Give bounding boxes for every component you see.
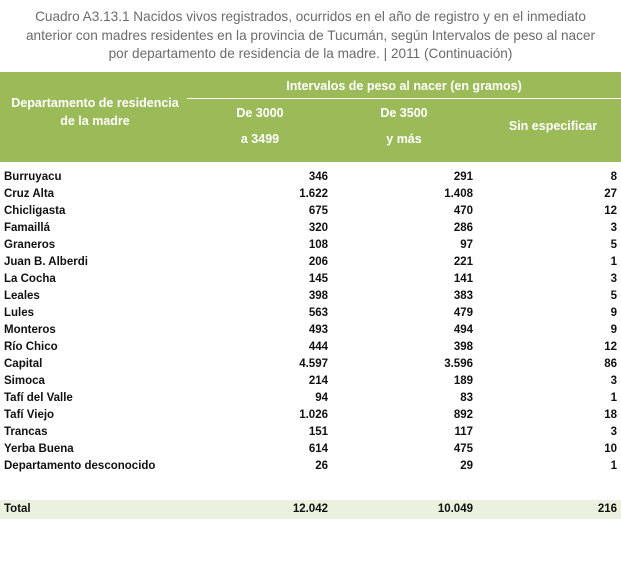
table-row [0, 255, 621, 272]
department-cell: Simoca [4, 375, 45, 387]
department-cell: Monteros [4, 324, 56, 336]
table-row [0, 170, 621, 187]
total-label: Total [4, 503, 31, 515]
col1-cell: 206 [308, 256, 328, 268]
col1-cell: 214 [308, 375, 328, 387]
total-col1: 12.042 [292, 503, 328, 515]
department-cell: Río Chico [4, 341, 58, 353]
department-cell: Cruz Alta [4, 188, 55, 200]
col2-cell: 141 [453, 273, 473, 285]
table-row [0, 391, 621, 408]
table-row [0, 204, 621, 221]
col3-cell: 3 [610, 273, 617, 285]
col1-cell: 563 [308, 307, 328, 319]
col2-cell: 29 [460, 460, 473, 472]
col1-cell: 320 [308, 222, 328, 234]
header-col3: Sin especificar [508, 119, 598, 133]
total-col3: 216 [597, 503, 617, 515]
table-row [0, 442, 621, 459]
col2-cell: 494 [453, 324, 473, 336]
col3-cell: 3 [610, 222, 617, 234]
col2-cell: 117 [454, 426, 473, 438]
col3-cell: 5 [610, 239, 617, 251]
col3-cell: 10 [604, 443, 617, 455]
col3-cell: 3 [610, 375, 617, 387]
table-title [0, 8, 621, 64]
table-row [0, 374, 621, 391]
table-row [0, 187, 621, 204]
table-row [0, 221, 621, 238]
col3-cell: 8 [610, 171, 617, 183]
table-row [0, 306, 621, 323]
col2-cell: 383 [453, 290, 473, 302]
col3-cell: 18 [604, 409, 617, 421]
title-line-1: Cuadro A3.13.1 Nacidos vivos registrados, ocurridos en el año de registro y en el inmediato [35, 9, 586, 24]
table-row [0, 272, 621, 289]
col1-cell: 346 [308, 171, 328, 183]
col3-cell: 27 [604, 188, 617, 200]
table-row [0, 357, 621, 374]
table-header [0, 72, 621, 162]
department-cell: Leales [4, 290, 40, 302]
col1-cell: 1.622 [299, 188, 328, 200]
department-cell: Lules [4, 307, 35, 319]
department-cell: Tafí del Valle [4, 392, 73, 404]
col3-cell: 1 [610, 392, 617, 404]
col3-cell: 1 [610, 460, 617, 472]
col3-cell: 1 [610, 256, 617, 268]
col2-cell: 475 [453, 443, 473, 455]
col3-cell: 86 [604, 358, 617, 370]
department-cell: La Cocha [4, 273, 56, 285]
col1-cell: 4.597 [299, 358, 328, 370]
col2-cell: 3.596 [444, 358, 473, 370]
department-cell: Famaillá [4, 222, 51, 234]
col2-cell: 286 [453, 222, 473, 234]
col3-cell: 9 [610, 324, 617, 336]
col2-cell: 892 [453, 409, 473, 421]
col1-cell: 26 [315, 460, 328, 472]
header-col1-line-2: a 3499 [240, 132, 280, 146]
department-cell: Tafí Viejo [4, 409, 55, 421]
table-row [0, 289, 621, 306]
header-divider [187, 98, 621, 99]
table-row [0, 408, 621, 425]
col2-cell: 189 [453, 375, 473, 387]
header-department-line-2: de la madre [60, 114, 130, 128]
header-col1-line-1: De 3000 [236, 106, 284, 120]
header-col2-line-2: y más [386, 132, 422, 146]
table-row [0, 425, 621, 442]
col2-cell: 1.408 [444, 188, 473, 200]
col2-cell: 398 [453, 341, 473, 353]
col1-cell: 675 [308, 205, 328, 217]
total-row [0, 500, 621, 519]
department-cell: Chicligasta [4, 205, 66, 217]
department-cell: Juan B. Alberdi [4, 256, 88, 268]
col1-cell: 108 [308, 239, 328, 251]
col1-cell: 493 [308, 324, 328, 336]
col1-cell: 1.026 [299, 409, 328, 421]
col1-cell: 398 [308, 290, 328, 302]
col1-cell: 94 [315, 392, 328, 404]
header-col2-line-1: De 3500 [380, 106, 428, 120]
table-body [0, 170, 621, 476]
header-department-line-1: Departamento de residencia [11, 96, 179, 110]
col1-cell: 145 [308, 273, 328, 285]
title-line-3: por departamento de residencia de la madre. | 2011 (Continuación) [108, 46, 513, 61]
col2-cell: 470 [453, 205, 473, 217]
table-row [0, 323, 621, 340]
department-cell: Capital [4, 358, 43, 370]
col1-cell: 614 [308, 443, 328, 455]
col3-cell: 12 [604, 341, 617, 353]
col1-cell: 151 [308, 426, 328, 438]
department-cell: Yerba Buena [4, 443, 74, 455]
title-line-2: anterior con madres residentes en la provincia de Tucumán, según Intervalos de peso al nacer [26, 27, 595, 43]
department-cell: Burruyacu [4, 171, 62, 183]
col3-cell: 12 [604, 205, 617, 217]
department-cell: Departamento desconocido [4, 460, 156, 472]
total-col2: 10.049 [437, 503, 473, 515]
department-cell: Trancas [4, 426, 48, 438]
table-row [0, 340, 621, 357]
col2-cell: 97 [460, 239, 473, 251]
col3-cell: 9 [610, 307, 617, 319]
col2-cell: 479 [453, 307, 473, 319]
col3-cell: 5 [610, 290, 617, 302]
col1-cell: 444 [308, 341, 328, 353]
header-group-title: Intervalos de peso al nacer (en gramos) [286, 79, 522, 93]
department-cell: Graneros [4, 239, 56, 251]
col3-cell: 3 [610, 426, 617, 438]
col2-cell: 83 [460, 392, 473, 404]
table-row [0, 238, 621, 255]
table-row [0, 459, 621, 476]
col2-cell: 221 [453, 256, 473, 268]
col2-cell: 291 [453, 171, 473, 183]
